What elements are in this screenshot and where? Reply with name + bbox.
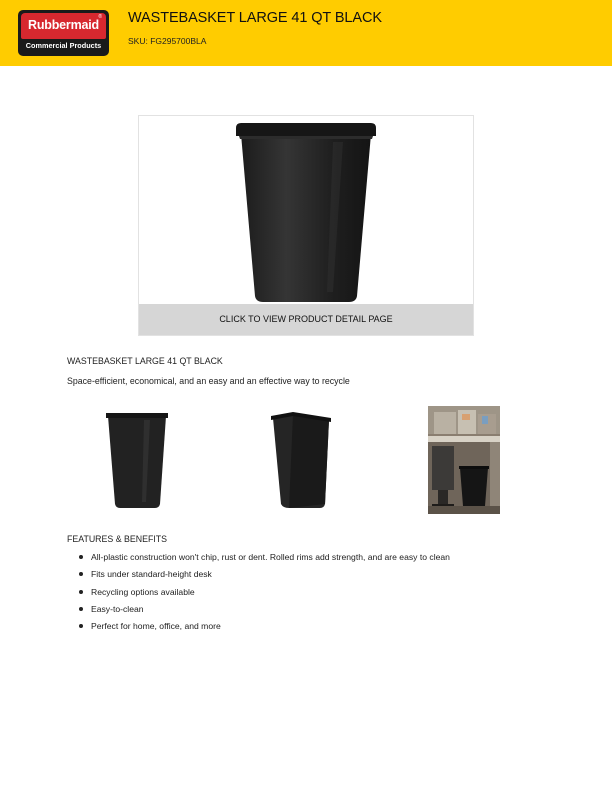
rubbermaid-logo: [18, 10, 109, 56]
feature-item: [79, 586, 450, 603]
bullet-icon: [79, 624, 83, 628]
logo-brand-text: Rubbermaid: [28, 18, 99, 32]
feature-item: [79, 620, 450, 637]
feature-item: [79, 551, 450, 568]
sku-label: SKU: FG295700BLA: [128, 36, 207, 46]
feature-item: [79, 603, 450, 620]
thumbnail-front-view-image[interactable]: [104, 410, 170, 510]
feature-item-text: Recycling options available: [91, 586, 195, 597]
bullet-icon: [79, 590, 83, 594]
feature-item-text: Fits under standard-height desk: [91, 569, 212, 580]
thumbnail-angle-view-image[interactable]: [267, 410, 333, 510]
bullet-icon: [79, 572, 83, 576]
hero-product-card[interactable]: [138, 115, 474, 336]
product-name: WASTEBASKET LARGE 41 QT BLACK: [67, 356, 223, 366]
header-bar: [0, 0, 612, 66]
features-list: [79, 551, 450, 637]
logo-red-panel: [21, 13, 106, 39]
thumbnail-office-scene-image[interactable]: [428, 406, 500, 514]
page-title: WASTEBASKET LARGE 41 QT BLACK: [128, 10, 382, 26]
feature-item-text: All-plastic construction won't chip, rust or dent. Rolled rims add strength, and are easy to clean: [91, 552, 450, 562]
feature-item-text: Easy-to-clean: [91, 603, 144, 614]
features-heading: FEATURES & BENEFITS: [67, 534, 168, 544]
feature-item-text: Perfect for home, office, and more: [91, 621, 221, 632]
logo-registered-mark: ®: [98, 14, 102, 20]
logo-subtitle-text: Commercial Products: [25, 41, 102, 50]
product-description: Space-efficient, economical, and an easy and an effective way to recycle: [67, 376, 350, 386]
feature-item: [79, 568, 450, 585]
bullet-icon: [79, 607, 83, 611]
hero-wastebasket-image: [233, 120, 379, 306]
bullet-icon: [79, 555, 83, 559]
view-product-detail-button[interactable]: CLICK TO VIEW PRODUCT DETAIL PAGE: [139, 304, 473, 335]
